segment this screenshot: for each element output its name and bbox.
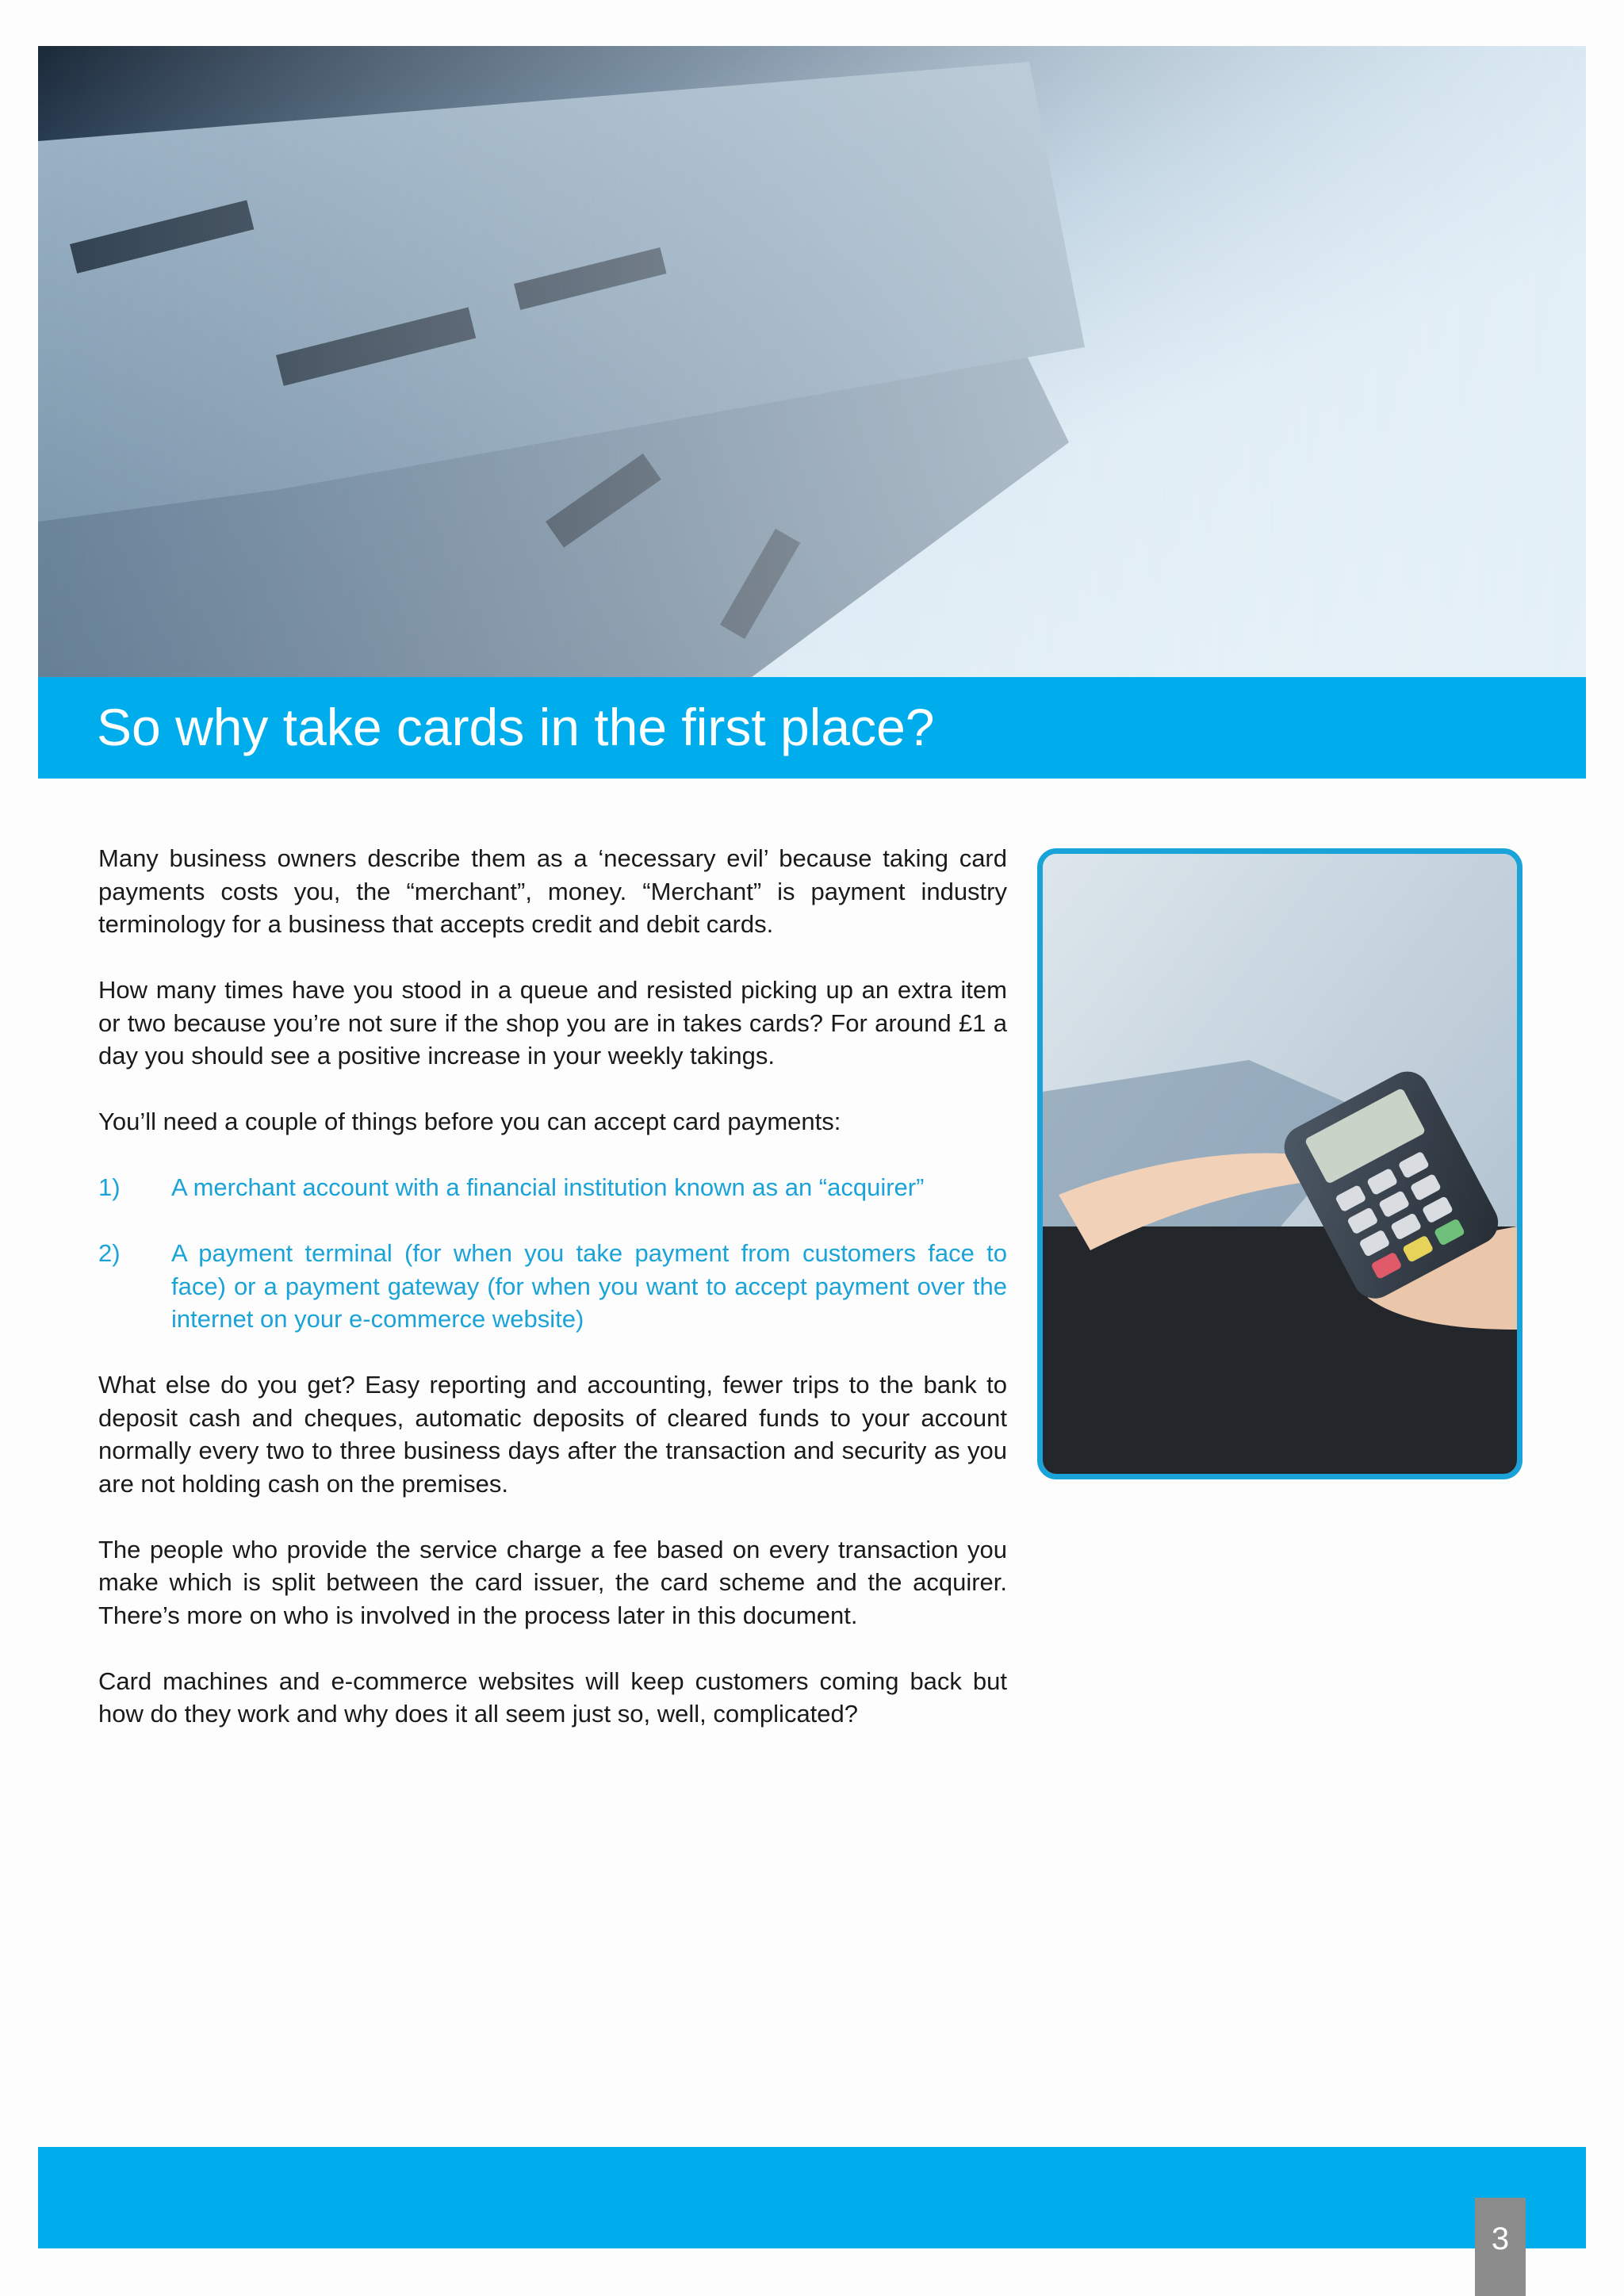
paragraph: The people who provide the service charge a fee based on every transaction you make which is split between the card issuer, the card scheme and the acquirer. There’s more on who is involved in the process later in this document.: [98, 1535, 1007, 1629]
article-body: [98, 842, 1007, 1763]
list-item-number: 1): [98, 1173, 121, 1201]
page-title: So why take cards in the first place?: [97, 698, 935, 756]
list-item-number: 2): [98, 1239, 121, 1267]
list-item: [98, 1171, 1007, 1204]
list-item-text: A payment terminal (for when you take payment from customers face to face) or a payment gateway (for when you want to accept payment over the internet on your e-commerce website): [171, 1239, 1007, 1333]
paragraph: What else do you get? Easy reporting and accounting, fewer trips to the bank to deposit cash and cheques, automatic deposits of cleared funds to your account normally every two to three business days after the transaction and security as you are not holding cash on the premises.: [98, 1371, 1007, 1498]
list-item-text: A merchant account with a financial institution known as an “acquirer”: [171, 1173, 925, 1201]
paragraph: Many business owners describe them as a ‘necessary evil’ because taking card payments costs you, the “merchant”, money. “Merchant” is payment industry terminology for a business that accepts credit and debit cards.: [98, 844, 1007, 938]
paragraph: Card machines and e-commerce websites will keep customers coming back but how do they work and why does it all seem just so, well, complicated?: [98, 1667, 1007, 1728]
paragraph: You’ll need a couple of things before you can accept card payments:: [98, 1108, 841, 1135]
requirements-list: [98, 1171, 1007, 1336]
card-terminal-photo: [1037, 848, 1522, 1479]
list-item: [98, 1237, 1007, 1336]
footer-band: [38, 2147, 1586, 2248]
paragraph: How many times have you stood in a queue and resisted picking up an extra item or two because you’re not sure if the shop you are in takes cards? For around £1 a day you should see a positive increase in your weekly takings.: [98, 976, 1007, 1070]
title-banner: [38, 677, 1586, 779]
page-number: 3: [1475, 2198, 1526, 2296]
hero-credit-cards-image: [38, 46, 1586, 677]
